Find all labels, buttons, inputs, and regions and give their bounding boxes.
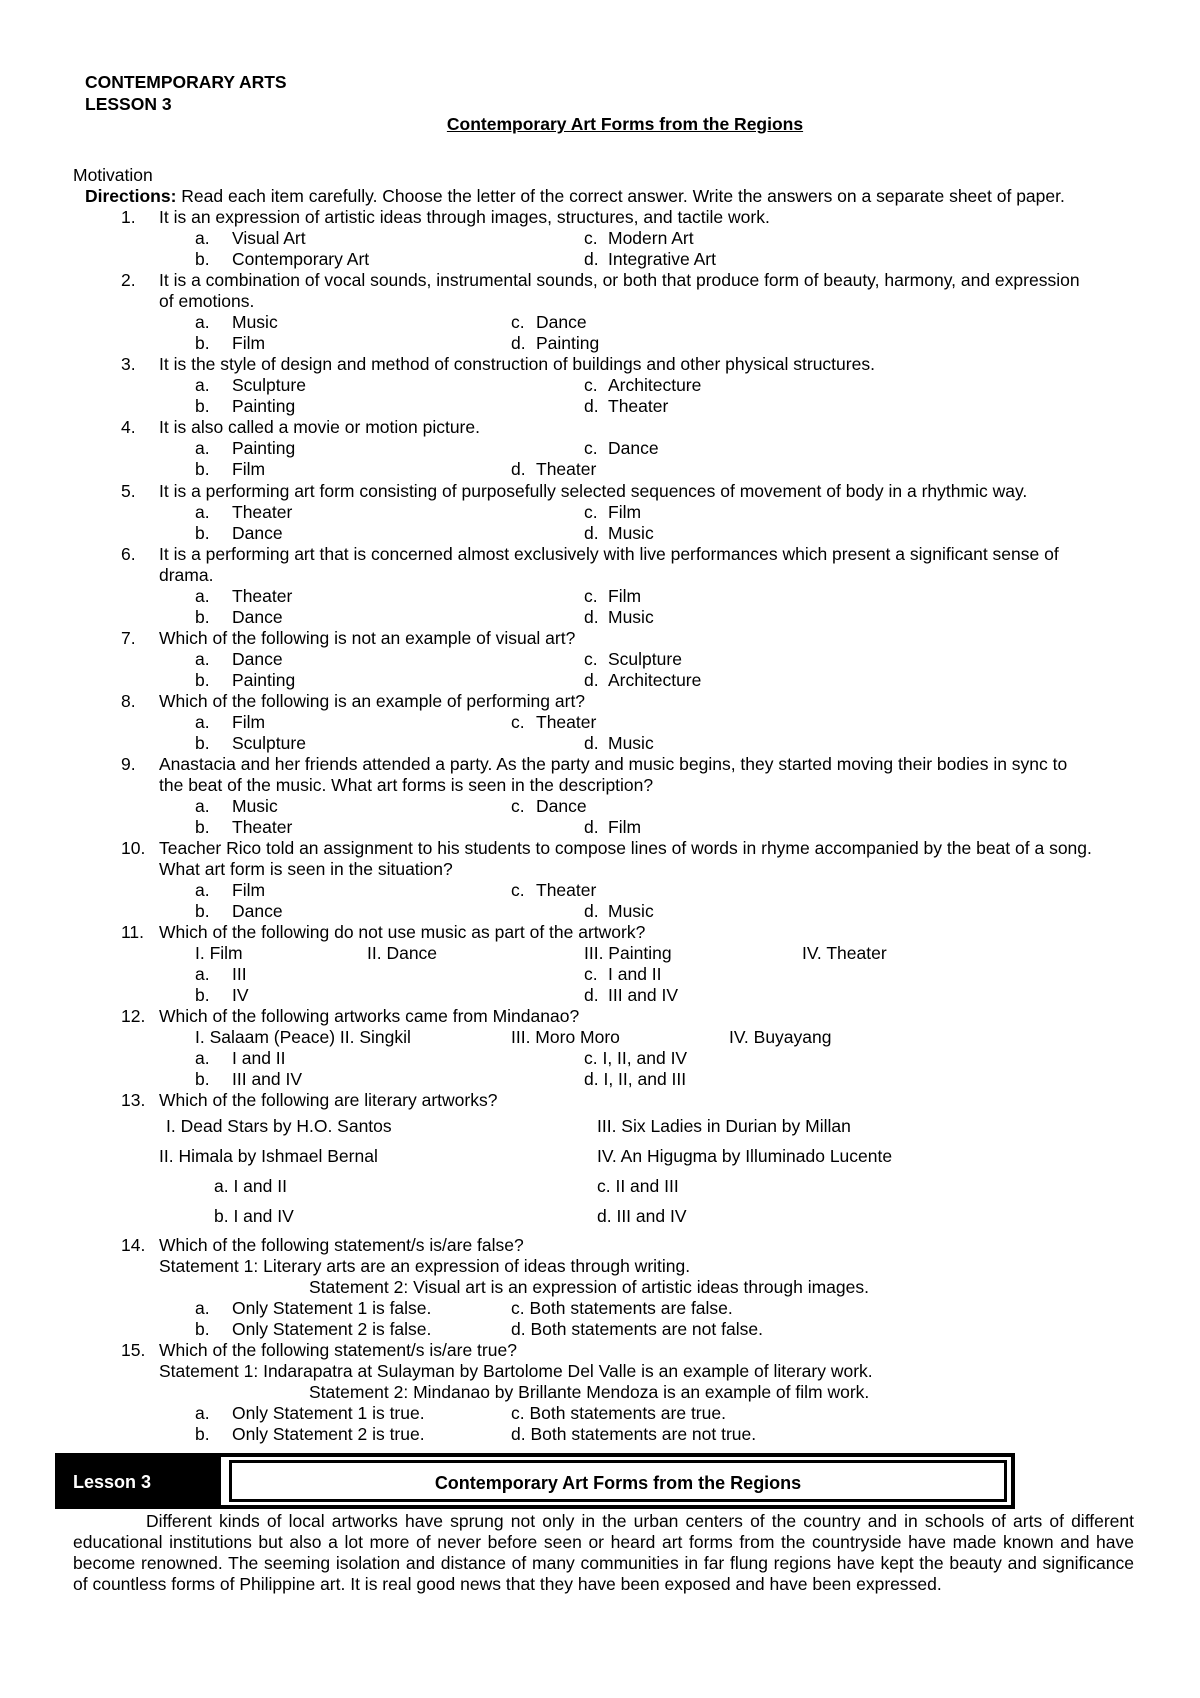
directions-label: Directions: [85, 186, 177, 206]
option-c: c. I, II, and IV [584, 1048, 688, 1068]
option-a: Only Statement 1 is false. [232, 1298, 432, 1318]
question-number: 5. [121, 481, 136, 501]
item-i: I. Dead Stars by H.O. Santos [166, 1116, 392, 1136]
option-a: Visual Art [232, 228, 306, 248]
motivation-heading: Motivation [73, 165, 153, 185]
option-c: c. Both statements are true. [511, 1403, 726, 1423]
option-b: Theater [232, 817, 293, 837]
option-c: Theater [536, 712, 597, 732]
subject-title: CONTEMPORARY ARTS [85, 72, 287, 92]
option-b: III and IV [232, 1069, 303, 1089]
question-number: 1. [121, 207, 136, 227]
item-iv: IV. Theater [802, 943, 887, 963]
option-d: III and IV [608, 985, 679, 1005]
option-b: Dance [232, 607, 283, 627]
option-a: Theater [232, 502, 293, 522]
option-c: I and II [608, 964, 662, 984]
banner-lesson-label [59, 1457, 221, 1505]
option-b: Painting [232, 396, 296, 416]
directions [85, 186, 1065, 207]
banner-title: Contemporary Art Forms from the Regions [434, 1473, 802, 1493]
option-c: c. Both statements are false. [511, 1298, 733, 1318]
question-text: Teacher Rico told an assignment to his students to compose lines of words in rhyme accompanied by the beat of a song. [159, 838, 1092, 858]
option-d: Theater [536, 459, 597, 479]
question-text: It is an expression of artistic ideas through images, structures, and tactile work. [159, 207, 770, 227]
item-iv: IV. An Higugma by Illuminado Lucente [597, 1146, 893, 1166]
option-a: Music [232, 796, 278, 816]
option-d: Music [608, 733, 654, 753]
option-a: Theater [232, 586, 293, 606]
question-text: It is a combination of vocal sounds, instrumental sounds, or both that produce form of beauty, harmony, and expression [159, 270, 1080, 290]
option-c: Architecture [608, 375, 702, 395]
option-a: Music [232, 312, 278, 332]
option-c: Sculpture [608, 649, 682, 669]
item-ii: II. Himala by Ishmael Bernal [159, 1146, 378, 1166]
option-d: Architecture [608, 670, 702, 690]
option-a: Sculpture [232, 375, 306, 395]
question-number: 14. [121, 1235, 146, 1255]
banner-title-box [229, 1460, 1007, 1502]
option-b: Dance [232, 523, 283, 543]
statement-1: Statement 1: Indarapatra at Sulayman by Bartolome Del Valle is an example of literary work. [159, 1361, 873, 1381]
item-i-ii: I. Salaam (Peace) II. Singkil [195, 1027, 411, 1047]
page-title: Contemporary Art Forms from the Regions [446, 114, 804, 134]
question-number: 4. [121, 417, 136, 437]
question-text: It is also called a movie or motion picture. [159, 417, 480, 437]
option-d: Music [608, 607, 654, 627]
lesson-intro-paragraph: Different kinds of local artworks have sprung not only in the urban centers of the country and in schools of arts of different educational institutions but also a lot more of never before seen or heard art forms from the countryside have made known and have become renowned. The seeming isolation and distance of many communities in far flung regions have kept the beauty and significance of countless forms of Philippine art. It is real good news that they have been exposed and have been expressed. [73, 1511, 1134, 1594]
option-a: Film [232, 880, 266, 900]
option-b: Dance [232, 901, 283, 921]
question-text: It is a performing art that is concerned almost exclusively with live performances which present a significant sense of [159, 544, 1059, 564]
option-b: Film [232, 459, 266, 479]
question-number: 7. [121, 628, 136, 648]
question-text: Which of the following do not use music as part of the artwork? [159, 922, 646, 942]
option-b: Film [232, 333, 266, 353]
question-number: 10. [121, 838, 146, 858]
question-text: Which of the following is an example of performing art? [159, 691, 586, 711]
question-text: Which of the following statement/s is/are false? [159, 1235, 524, 1255]
option-b: Contemporary Art [232, 249, 370, 269]
item-i: I. Film [195, 943, 243, 963]
question-number: 11. [121, 922, 145, 942]
statement-2: Statement 2: Mindanao by Brillante Mendoza is an example of film work. [309, 1382, 870, 1402]
option-c: Modern Art [608, 228, 694, 248]
option-d: Film [608, 817, 642, 837]
question-number: 8. [121, 691, 136, 711]
question-text-cont: the beat of the music. What art forms is seen in the description? [159, 775, 654, 795]
option-d: d. Both statements are not true. [511, 1424, 757, 1444]
option-c: Dance [536, 796, 587, 816]
question-number: 6. [121, 544, 136, 564]
option-c: Film [608, 586, 642, 606]
option-b: Only Statement 2 is true. [232, 1424, 425, 1444]
question-text-cont: of emotions. [159, 291, 255, 311]
option-d: Music [608, 901, 654, 921]
option-d: d. Both statements are not false. [511, 1319, 763, 1339]
option-a: I and II [232, 1048, 286, 1068]
option-c: c. II and III [597, 1176, 679, 1196]
banner-lesson-text: Lesson 3 [73, 1472, 152, 1492]
question-text-cont: drama. [159, 565, 214, 585]
lesson-banner [55, 1453, 1015, 1509]
option-d: Integrative Art [608, 249, 716, 269]
question-text: It is a performing art form consisting of purposefully selected sequences of movement of body in a rhythmic way. [159, 481, 1028, 501]
option-c: Theater [536, 880, 597, 900]
option-d: Music [608, 523, 654, 543]
question-text-cont: What art form is seen in the situation? [159, 859, 453, 879]
option-b: Painting [232, 670, 296, 690]
question-number: 2. [121, 270, 136, 290]
statement-1: Statement 1: Literary arts are an expression of ideas through writing. [159, 1256, 691, 1276]
question-text: It is the style of design and method of construction of buildings and other physical structures. [159, 354, 875, 374]
question-number: 3. [121, 354, 136, 374]
option-a: Dance [232, 649, 283, 669]
option-c: Dance [536, 312, 587, 332]
item-iii: III. Moro Moro [511, 1027, 620, 1047]
item-iii: III. Six Ladies in Durian by Millan [597, 1116, 851, 1136]
statement-2: Statement 2: Visual art is an expression of artistic ideas through images. [309, 1277, 869, 1297]
question-text: Which of the following is not an example of visual art? [159, 628, 576, 648]
option-d: Painting [536, 333, 600, 353]
question-number: 15. [121, 1340, 146, 1360]
lesson-number: LESSON 3 [85, 94, 172, 114]
option-d: d. I, II, and III [584, 1069, 687, 1089]
question-text: Anastacia and her friends attended a party. As the party and music begins, they started moving their bodies in sync to [159, 754, 1068, 774]
option-b: Sculpture [232, 733, 306, 753]
question-text: Which of the following are literary artworks? [159, 1090, 498, 1110]
option-a: Painting [232, 438, 296, 458]
option-a: a. I and II [214, 1176, 287, 1196]
option-b: IV [232, 985, 249, 1005]
option-d: Theater [608, 396, 669, 416]
option-a: Only Statement 1 is true. [232, 1403, 425, 1423]
directions-text: Read each item carefully. Choose the letter of the correct answer. Write the answers on a separate sheet of paper. [176, 186, 1065, 206]
question-text: Which of the following statement/s is/are true? [159, 1340, 517, 1360]
question-number: 12. [121, 1006, 146, 1026]
option-b: b. I and IV [214, 1206, 294, 1226]
question-number: 13. [121, 1090, 146, 1110]
question-number: 9. [121, 754, 136, 774]
item-iii: III. Painting [584, 943, 672, 963]
option-c: Film [608, 502, 642, 522]
option-d: d. III and IV [597, 1206, 687, 1226]
item-ii: II. Dance [367, 943, 438, 963]
option-c: Dance [608, 438, 659, 458]
question-text: Which of the following artworks came from Mindanao? [159, 1006, 580, 1026]
option-b: Only Statement 2 is false. [232, 1319, 432, 1339]
item-iv: IV. Buyayang [729, 1027, 832, 1047]
option-a: III [232, 964, 247, 984]
option-a: Film [232, 712, 266, 732]
